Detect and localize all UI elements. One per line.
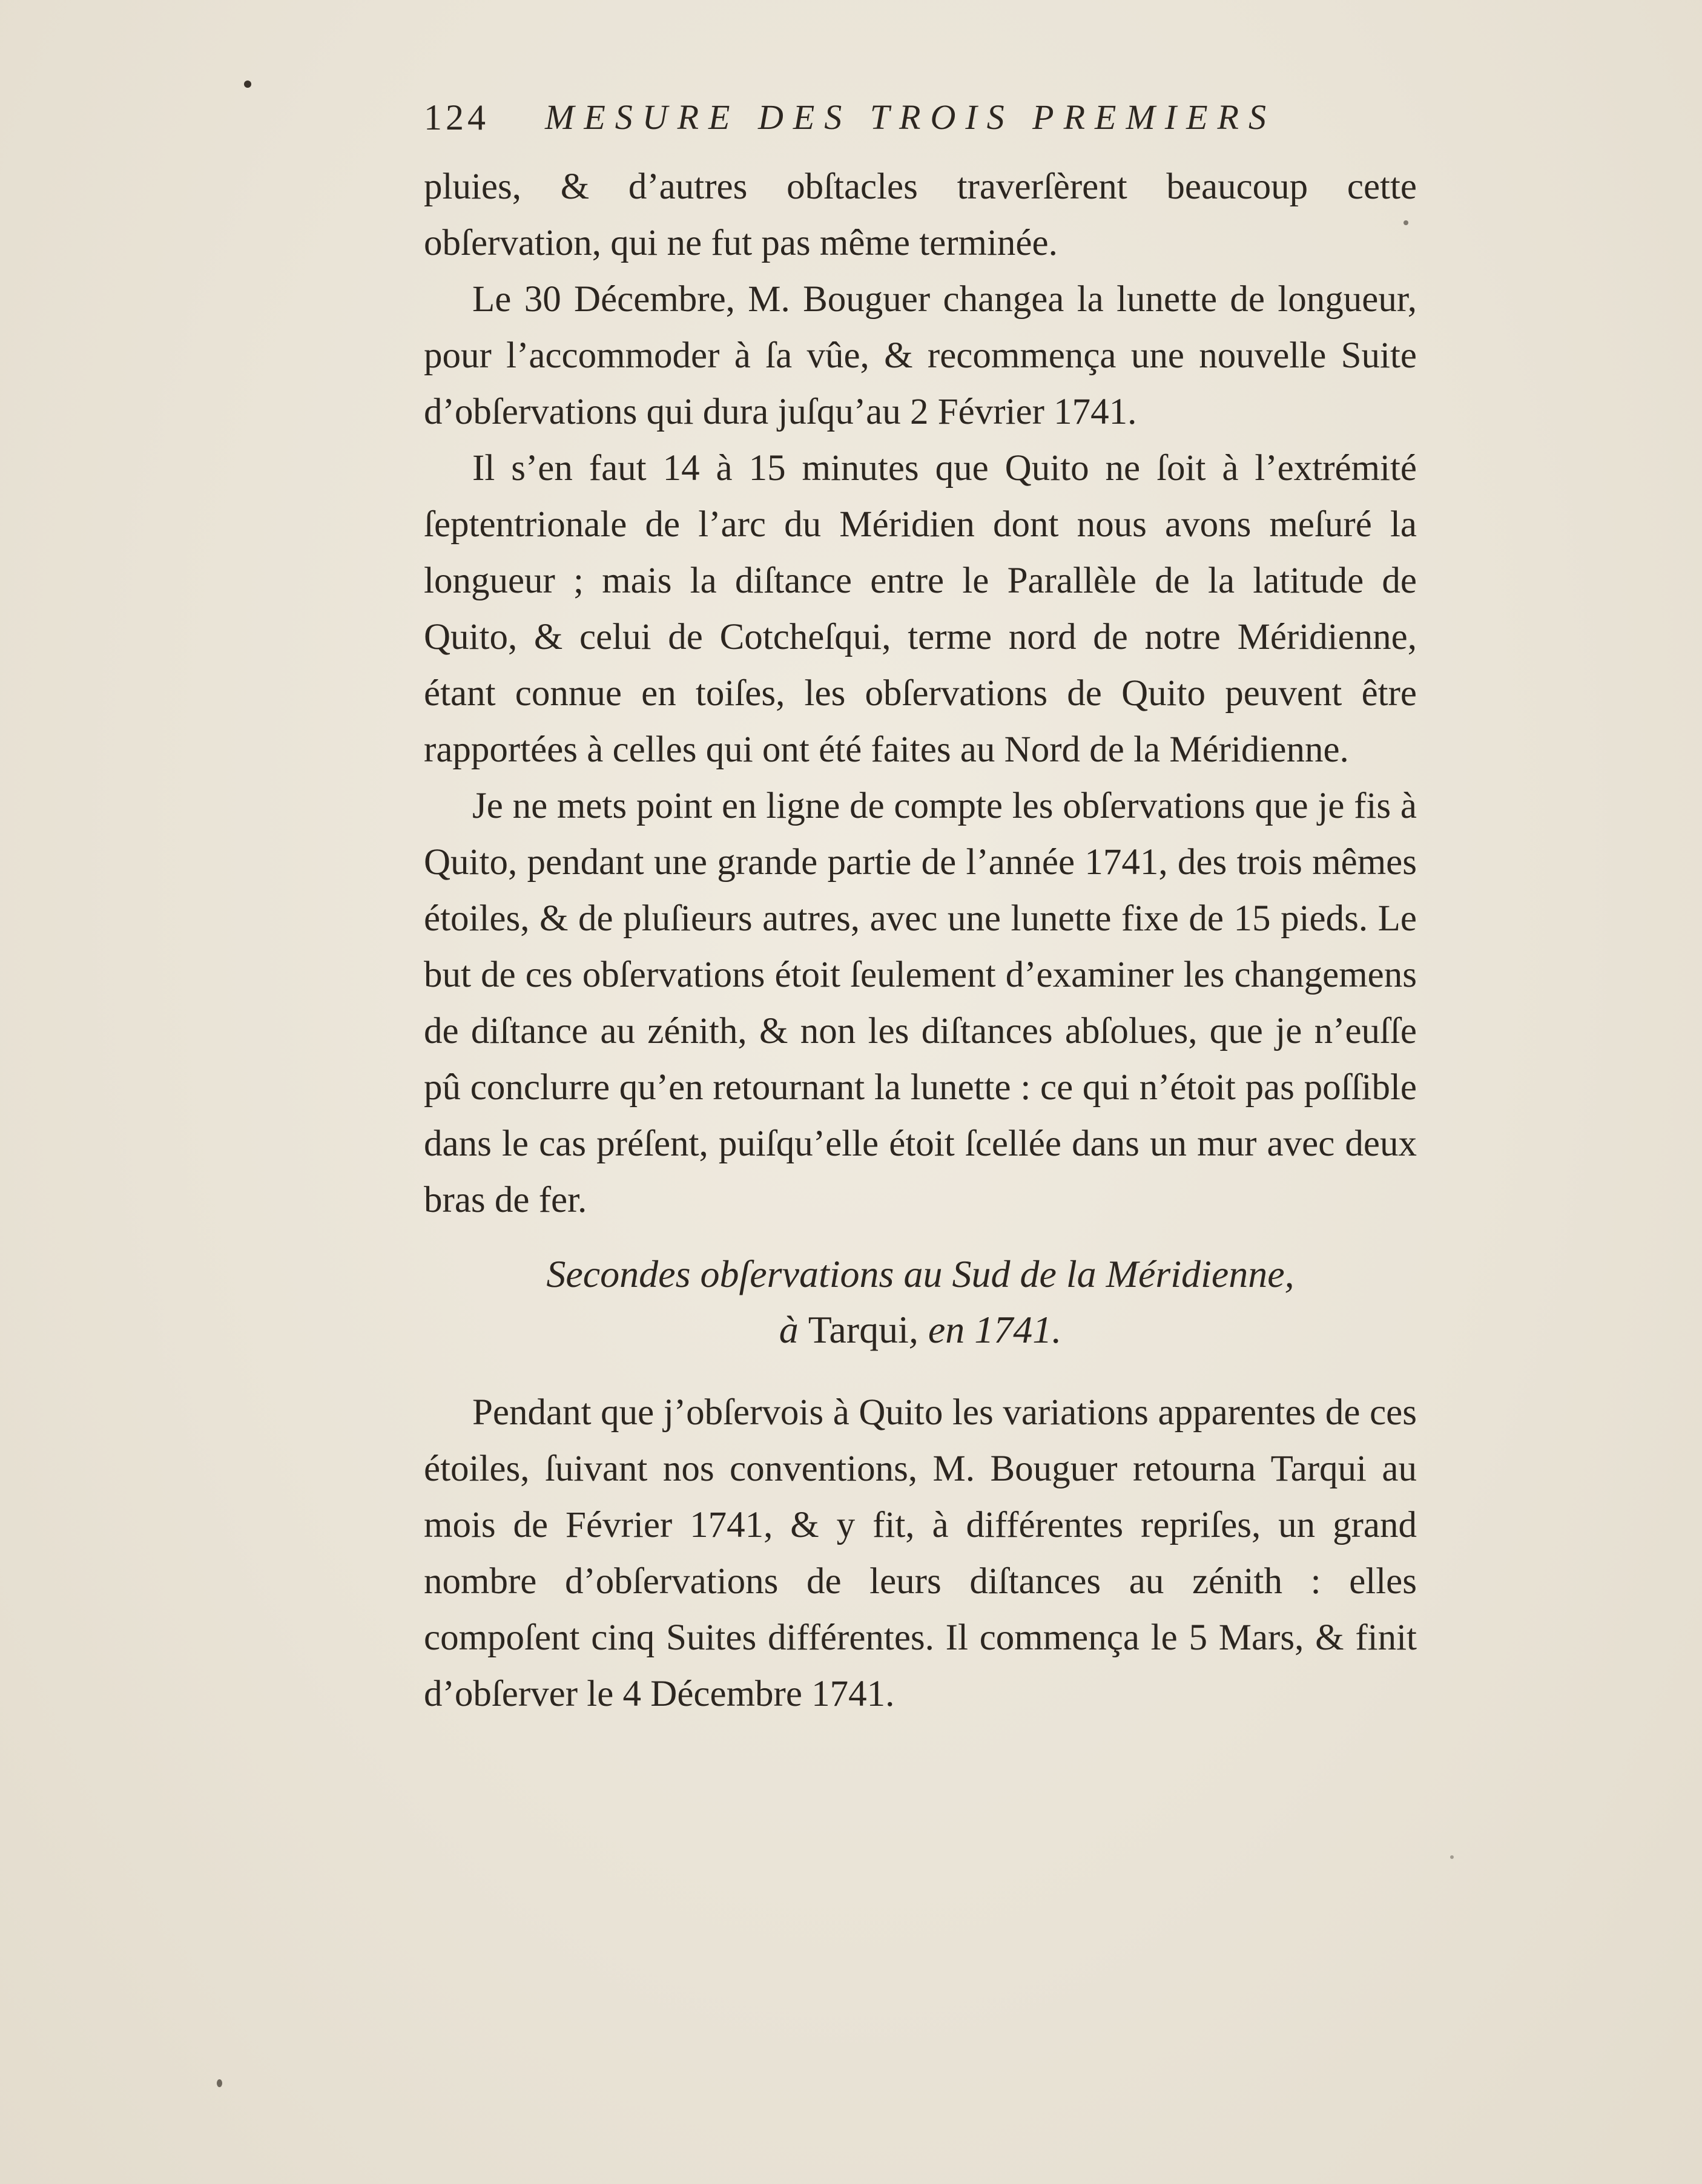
section-heading-prefix: à (779, 1308, 799, 1351)
section-heading (424, 1246, 1417, 1358)
ink-speck (217, 2079, 222, 2087)
paragraph: Pendant que j’obſervois à Quito les variations apparentes de ces étoiles, ſuivant nos conventions, M. Bouguer retourna Tarqui au mois de Février 1741, & y fit, à différentes repriſes, un grand nombre d’obſervations de leurs diſtances au zénith : elles compoſent cinq Suites différentes. Il commença le 5 Mars, & finit d’obſerver le 4 Décembre 1741. (424, 1392, 1417, 1714)
section-heading-line2 (424, 1302, 1417, 1358)
section-heading-line1: Secondes obſervations au Sud de la Méridienne, (546, 1252, 1295, 1295)
ink-speck (1450, 1855, 1454, 1859)
ink-speck (244, 81, 251, 88)
paragraph-continuation: pluies, & d’autres obſtacles traverſèrent beaucoup cette obſervation, qui ne fut pas même terminée. (424, 166, 1417, 263)
paragraph: Il s’en faut 14 à 15 minutes que Quito ne ſoit à l’extrémité ſeptentrionale de l’arc du Méridien dont nous avons meſuré la longueur ; mais la diſtance entre le Parallèle de la latitude de Quito, & celui de Cotcheſqui, terme nord de notre Méridienne, étant connue en toiſes, les obſervations de Quito peuvent être rapportées à celles qui ont été faites au Nord de la Méridienne. (424, 448, 1417, 770)
section-heading-place: Tarqui (808, 1308, 909, 1351)
page-number: 124 (424, 97, 489, 137)
paragraph: Le 30 Décembre, M. Bouguer changea la lunette de longueur, pour l’accommoder à ſa vûe, & recommença une nouvelle Suite d’obſervations qui dura juſqu’au 2 Février 1741. (424, 279, 1417, 432)
section-heading-suffix: , en 1741. (908, 1308, 1062, 1351)
paragraph: Je ne mets point en ligne de compte les obſervations que je fis à Quito, pendant une grande partie de l’année 1741, des trois mêmes étoiles, & de pluſieurs autres, avec une lunette fixe de 15 pieds. Le but de ces obſervations étoit ſeulement d’examiner les changemens de diſtance au zénith, & non les diſtances abſolues, que je n’euſſe pû conclurre qu’en retournant la lunette : ce qui n’étoit pas poſſible dans le cas préſent, puiſqu’elle étoit ſcellée dans un mur avec deux bras de fer. (424, 786, 1417, 1220)
page-header (424, 91, 1320, 151)
body-text (424, 159, 1417, 1722)
running-head: MESURE DES TROIS PREMIERS (545, 97, 1276, 137)
